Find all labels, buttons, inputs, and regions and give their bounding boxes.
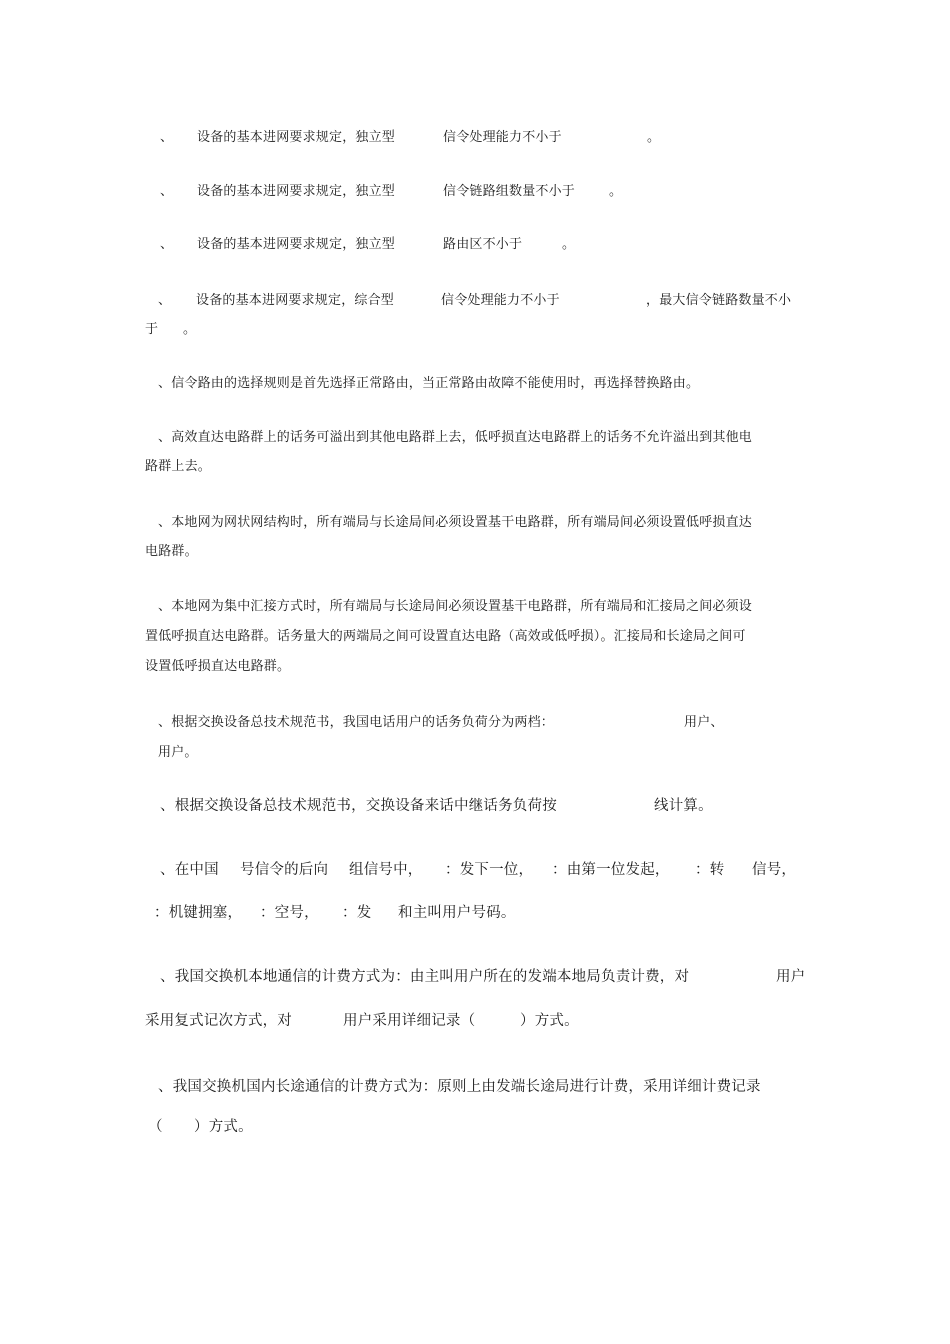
text-segment: ）方式。 (520, 1013, 579, 1029)
question-6-line-0 (158, 514, 752, 532)
question-1-line-0 (160, 183, 623, 201)
question-12-line-1 (148, 1117, 253, 1137)
text-segment: 置低呼损直达电路群。话务量大的两端局之间可设置直达电路（高效或低呼损）。汇接局和长途局之间可 (145, 629, 746, 644)
text-segment: ：空号， (260, 905, 319, 921)
text-segment: 线计算。 (654, 798, 713, 814)
text-segment: 、 (160, 237, 174, 252)
text-segment: 用户、 (684, 715, 724, 730)
text-segment: 采用复式记次方式，对 (145, 1013, 292, 1029)
text-segment: ）方式。 (194, 1119, 253, 1135)
text-segment: ：机键拥塞， (154, 905, 243, 921)
question-7-line-0 (158, 598, 752, 616)
question-9-line-0 (160, 796, 713, 816)
text-segment: ：由第一位发起， (552, 862, 670, 878)
question-7-line-2 (145, 658, 290, 676)
text-segment: 和主叫用户号码。 (398, 905, 516, 921)
text-segment: 、 (160, 184, 174, 199)
text-segment: 、在中国 (160, 862, 219, 878)
question-0-line-0 (160, 129, 661, 147)
question-12-line-0 (158, 1077, 761, 1097)
text-segment: 、本地网为集中汇接方式时，所有端局与长途局间必须设置基干电路群，所有端局和汇接局之间必须设 (158, 599, 753, 614)
question-11-line-1 (145, 1011, 579, 1031)
text-segment: 用户采用详细记录（ (343, 1013, 476, 1029)
text-segment: 信令链路组数量不小于 (443, 184, 576, 199)
question-3-line-1 (145, 321, 197, 339)
text-segment: 、 (160, 130, 174, 145)
text-segment: 设备的基本进网要求规定，独立型 (197, 237, 396, 252)
text-segment: 、信令路由的选择规则是首先选择正常路由，当正常路由故障不能使用时，再选择替换路由。 (158, 376, 700, 391)
text-segment: 路群上去。 (145, 459, 212, 474)
text-segment: 用户 (776, 969, 806, 985)
text-segment: 设置低呼损直达电路群。 (145, 659, 291, 674)
question-8-line-1 (158, 744, 198, 762)
question-3-line-0 (158, 292, 792, 310)
text-segment: 信令处理能力不小于 (443, 130, 562, 145)
text-segment: 设备的基本进网要求规定，综合型 (196, 293, 395, 308)
text-segment: 。 (609, 184, 623, 199)
question-8-line-0 (158, 714, 724, 732)
text-segment: 。 (562, 237, 576, 252)
text-segment: ：发 (342, 905, 372, 921)
question-2-line-0 (160, 236, 576, 254)
question-10-line-0 (160, 860, 797, 880)
text-segment: 于 (145, 322, 159, 337)
text-segment: 、高效直达电路群上的话务可溢出到其他电路群上去，低呼损直达电路群上的话务不允许溢出到其他电 (158, 430, 753, 445)
text-segment: 、我国交换机国内长途通信的计费方式为：原则上由发端长途局进行计费，采用详细计费记录 (158, 1079, 761, 1095)
text-segment: 。 (183, 322, 197, 337)
text-segment: ：转 (695, 862, 725, 878)
text-segment: 信令处理能力不小于 (441, 293, 560, 308)
text-segment: 、根据交换设备总技术规范书，交换设备来话中继话务负荷按 (160, 798, 557, 814)
text-segment: 设备的基本进网要求规定，独立型 (197, 130, 396, 145)
question-10-line-1 (154, 903, 516, 923)
question-4-line-0 (158, 375, 699, 393)
question-7-line-1 (145, 628, 746, 646)
text-segment: ：发下一位， (445, 862, 534, 878)
text-segment: 组信号中， (349, 862, 423, 878)
text-segment: 、我国交换机本地通信的计费方式为：由主叫用户所在的发端本地局负责计费，对 (160, 969, 690, 985)
text-segment: 。 (647, 130, 661, 145)
question-6-line-1 (145, 543, 198, 561)
text-segment: 、根据交换设备总技术规范书，我国电话用户的话务负荷分为两档： (158, 715, 555, 730)
text-segment: 、 (158, 293, 172, 308)
text-segment: 电路群。 (145, 544, 198, 559)
text-segment: （ (148, 1119, 163, 1135)
text-segment: 信号， (752, 862, 797, 878)
text-segment: 设备的基本进网要求规定，独立型 (197, 184, 396, 199)
question-5-line-1 (145, 458, 211, 476)
text-segment: 号信令的后向 (240, 862, 329, 878)
text-segment: 用户。 (158, 745, 198, 760)
question-11-line-0 (160, 967, 806, 987)
text-segment: ，最大信令链路数量不小 (646, 293, 792, 308)
text-segment: 路由区不小于 (443, 237, 523, 252)
text-segment: 、本地网为网状网结构时，所有端局与长途局间必须设置基干电路群，所有端局间必须设置低呼损直达 (158, 515, 753, 530)
question-5-line-0 (158, 429, 752, 447)
